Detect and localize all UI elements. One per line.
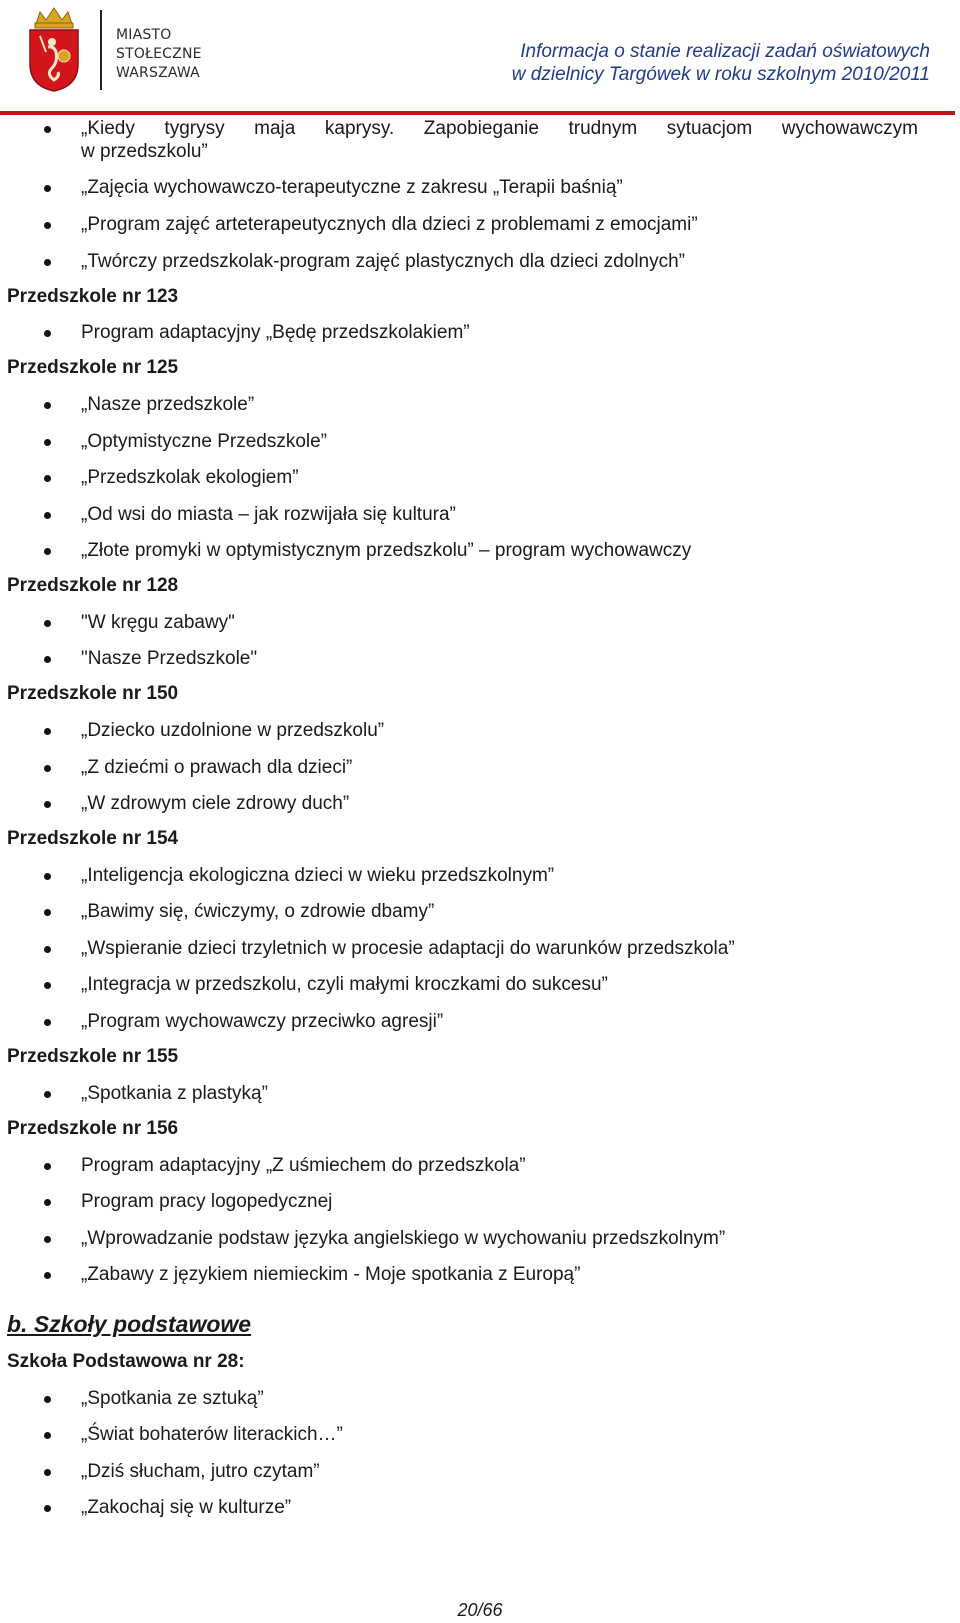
bullet-icon <box>44 126 51 133</box>
list-item: "Nasze Przedszkole" <box>81 648 258 669</box>
subsection-heading: Szkoła Podstawowa nr 28: <box>7 1351 245 1372</box>
bullet-icon <box>44 909 51 916</box>
subsection-heading: Przedszkole nr 128 <box>7 575 179 596</box>
list-item: „Od wsi do miasta – jak rozwijała się kultura” <box>81 504 456 525</box>
list-item: „Nasze przedszkole” <box>81 394 255 415</box>
list-item-continuation: w przedszkolu” <box>81 141 208 162</box>
list-item: „Dziś słucham, jutro czytam” <box>81 1461 320 1482</box>
list-item: „Bawimy się, ćwiczymy, o zdrowie dbamy” <box>81 901 435 922</box>
bullet-icon <box>44 1272 51 1279</box>
bullet-icon <box>44 330 51 337</box>
list-item: „Integracja w przedszkolu, czyli małymi kroczkami do sukcesu” <box>81 974 608 995</box>
list-item: Program adaptacyjny „Będę przedszkolakiem” <box>81 322 470 343</box>
warsaw-crest-icon <box>26 6 82 92</box>
city-line-2: STOŁECZNE <box>116 46 202 62</box>
bullet-icon <box>44 1091 51 1098</box>
header-divider <box>0 111 955 115</box>
bullet-icon <box>44 946 51 953</box>
bullet-icon <box>44 1163 51 1170</box>
list-item: „Wprowadzanie podstaw języka angielskiego w wychowaniu przedszkolnym” <box>81 1228 726 1249</box>
document-title <box>512 40 930 86</box>
list-item: „Świat bohaterów literackich…” <box>81 1424 343 1445</box>
bullet-icon <box>44 185 51 192</box>
list-item: „Twórczy przedszkolak-program zajęć plastycznych dla dzieci zdolnych” <box>81 251 686 272</box>
page-number: 20/66 <box>457 1600 503 1620</box>
bullet-icon <box>44 475 51 482</box>
bullet-icon <box>44 1505 51 1512</box>
page-header <box>0 0 960 120</box>
list-item: Program pracy logopedycznej <box>81 1191 333 1212</box>
bullet-icon <box>44 1432 51 1439</box>
city-name <box>116 26 202 83</box>
list-item: „Złote promyki w optymistycznym przedszkolu” – program wychowawczy <box>81 540 692 561</box>
bullet-icon <box>44 222 51 229</box>
document-title-line-2: w dzielnicy Targówek w roku szkolnym 2010/2011 <box>511 64 930 85</box>
list-item: „Z dziećmi o prawach dla dzieci” <box>81 757 353 778</box>
bullet-icon <box>44 801 51 808</box>
document-title-line-1: Informacja o stanie realizacji zadań oświatowych <box>520 41 930 62</box>
list-item: „W zdrowym ciele zdrowy duch” <box>81 793 350 814</box>
bullet-icon <box>44 259 51 266</box>
logo-separator <box>100 10 102 90</box>
bullet-icon <box>44 439 51 446</box>
list-item: „Spotkania ze sztuką” <box>81 1388 264 1409</box>
bullet-icon <box>44 548 51 555</box>
bullet-icon <box>44 1236 51 1243</box>
bullet-icon <box>44 402 51 409</box>
bullet-icon <box>44 728 51 735</box>
subsection-heading: Przedszkole nr 155 <box>7 1046 179 1067</box>
subsection-heading: Przedszkole nr 154 <box>7 828 179 849</box>
list-item: „Zakochaj się w kulturze” <box>81 1497 292 1518</box>
bullet-icon <box>44 765 51 772</box>
city-line-3: WARSZAWA <box>116 65 200 81</box>
bullet-icon <box>44 512 51 519</box>
bullet-icon <box>44 1396 51 1403</box>
bullet-icon <box>44 1019 51 1026</box>
list-item: "W kręgu zabawy" <box>81 612 235 633</box>
bullet-icon <box>44 1469 51 1476</box>
bullet-icon <box>44 1199 51 1206</box>
list-item: „Program zajęć arteterapeutycznych dla dzieci z problemami z emocjami” <box>81 214 698 235</box>
list-item: Program adaptacyjny „Z uśmiechem do przedszkola” <box>81 1155 526 1176</box>
list-item: „Zajęcia wychowawczo-terapeutyczne z zakresu „Terapii baśnią” <box>81 177 623 198</box>
list-item: „Przedszkolak ekologiem” <box>81 467 299 488</box>
list-item: „Program wychowawczy przeciwko agresji” <box>81 1011 444 1032</box>
bullet-icon <box>44 656 51 663</box>
subsection-heading: Przedszkole nr 123 <box>7 286 179 307</box>
list-item: „Inteligencja ekologiczna dzieci w wieku przedszkolnym” <box>81 865 555 886</box>
list-item: „Dziecko uzdolnione w przedszkolu” <box>81 720 385 741</box>
warsaw-logo <box>26 6 206 98</box>
list-item: „Kiedy tygrysy maja kaprysy. Zapobieganie trudnym sytuacjom wychowawczym <box>81 118 918 139</box>
bullet-icon <box>44 982 51 989</box>
bullet-icon <box>44 873 51 880</box>
city-line-1: MIASTO <box>116 27 172 43</box>
list-item: „Spotkania z plastyką” <box>81 1083 268 1104</box>
subsection-heading: Przedszkole nr 125 <box>7 357 179 378</box>
list-item: „Wspieranie dzieci trzyletnich w procesie adaptacji do warunków przedszkola” <box>81 938 735 959</box>
section-heading: b. Szkoły podstawowe <box>7 1311 252 1337</box>
list-item: „Zabawy z językiem niemieckim - Moje spotkania z Europą” <box>81 1264 581 1285</box>
bullet-icon <box>44 620 51 627</box>
subsection-heading: Przedszkole nr 150 <box>7 683 179 704</box>
subsection-heading: Przedszkole nr 156 <box>7 1118 179 1139</box>
list-item: „Optymistyczne Przedszkole” <box>81 431 328 452</box>
